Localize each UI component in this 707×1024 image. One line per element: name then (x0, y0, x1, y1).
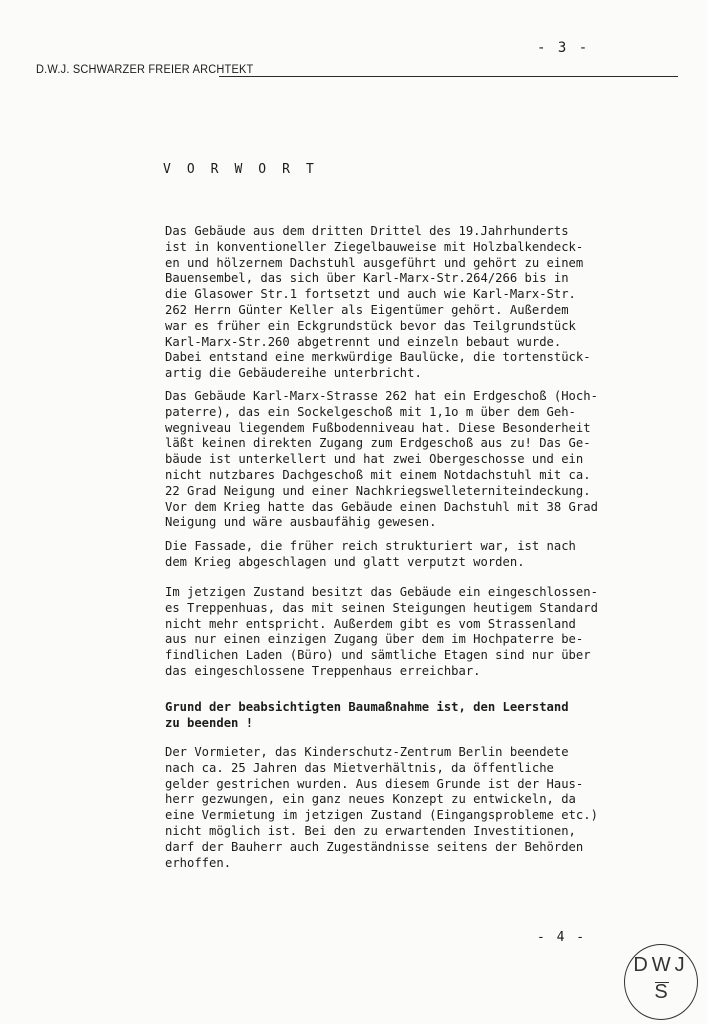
text-line: bäude ist unterkellert und hat zwei Obergeschosse und ein (165, 452, 584, 467)
text-line: paterre), das ein Sockelgeschoß mit 1,1o m über dem Geh- (165, 404, 576, 419)
text-line: Bauensembel, das sich über Karl-Marx-Str.264/266 bis in (165, 271, 569, 286)
text-line: aus nur einen einzigen Zugang über dem im Hochpaterre be- (165, 632, 584, 647)
text-line: Vor dem Krieg hatte das Gebäude einen Dachstuhl mit 38 Grad (165, 499, 598, 514)
text-line: nicht nutzbares Dachgeschoß mit einem Notdachstuhl mit ca. (165, 467, 591, 482)
text-line: zu beenden ! (165, 715, 254, 730)
text-line: die Glasower Str.1 fortsetzt und auch wie Karl-Marx-Str. (165, 287, 576, 302)
page-number-top: - 3 - (537, 40, 590, 56)
text-line: darf der Bauherr auch Zugeständnisse seitens der Behörden (165, 839, 584, 854)
stamp-initials: DWJ (633, 954, 689, 976)
text-line: artig die Gebäudereihe unterbricht. (165, 366, 422, 381)
text-line: eine Vermietung im jetzigen Zustand (Eingangsprobleme etc.) (165, 808, 598, 823)
text-line: findlichen Laden (Büro) und sämtliche Etagen sind nur über (165, 648, 591, 663)
text-line: Das Gebäude Karl-Marx-Strasse 262 hat ein Erdgeschoß (Hoch- (165, 389, 598, 403)
text-line: dem Krieg abgeschlagen und glatt verputzt worden. (165, 554, 525, 569)
paragraph-previous-tenant (165, 745, 685, 871)
text-line: Grund der beabsichtigten Baumaßnahme ist, den Leerstand (165, 700, 569, 714)
text-line: gelder gestrichen wurden. Aus diesem Grunde ist der Haus- (165, 776, 584, 791)
text-line: ist in konventioneller Ziegelbauweise mit Holzbalkendeck- (165, 239, 584, 254)
text-line: nach ca. 25 Jahren das Mietverhältnis, da öffentliche (165, 760, 554, 775)
text-line: Dabei entstand eine merkwürdige Baulücke, die tortenstück- (165, 350, 591, 365)
architect-stamp (624, 944, 698, 1020)
text-line: läßt keinen direkten Zugang zum Erdgeschoß aus zu! Das Ge- (165, 436, 591, 451)
text-line: nicht mehr entspricht. Außerdem gibt es vom Strassenland (165, 616, 576, 631)
text-line: war es früher ein Eckgrundstück bevor das Teilgrundstück (165, 318, 576, 333)
text-line: Die Fassade, die früher reich strukturiert war, ist nach (165, 539, 576, 553)
text-line: es Treppenhuas, das mit seinen Steigungen heutigem Standard (165, 600, 598, 615)
text-line: nicht möglich ist. Bei den zu erwartenden Investitionen, (165, 823, 576, 838)
paragraph-building-history (165, 224, 685, 382)
text-line: Der Vormieter, das Kinderschutz-Zentrum Berlin beendete (165, 745, 569, 759)
letterhead: D.W.J. SCHWARZER FREIER ARCHTEKT (36, 63, 254, 77)
text-line: das eingeschlossene Treppenhaus erreichbar. (165, 663, 481, 678)
text-line: herr gezwungen, ein ganz neues Konzept zu entwickeln, da (165, 792, 576, 807)
paragraph-building-structure (165, 389, 685, 531)
text-line: Karl-Marx-Str.260 abgetrennt und einzeln bebaut wurde. (165, 334, 562, 349)
text-line: 262 Herrn Günter Keller als Eigentümer gehört. Außerdem (165, 302, 569, 317)
text-line: Das Gebäude aus dem dritten Drittel des 19.Jahrhunderts (165, 224, 569, 238)
text-line: wegniveau liegendem Fußbodenniveau hat. Diese Besonderheit (165, 420, 591, 435)
text-line: en und hölzernem Dachstuhl ausgeführt und gehört zu einem (165, 255, 584, 270)
text-line: erhoffen. (165, 855, 232, 870)
page-number-bottom: - 4 - (537, 930, 587, 945)
text-line: Im jetzigen Zustand besitzt das Gebäude ein eingeschlossen- (165, 585, 598, 599)
paragraph-facade (165, 539, 685, 571)
paragraph-purpose-heading (165, 700, 685, 732)
text-line: Neigung und wäre ausbaufähig gewesen. (165, 515, 437, 530)
stamp-surname-initial: S (654, 981, 668, 1003)
letterhead-rule (219, 76, 678, 77)
paragraph-current-state (165, 585, 685, 680)
document-heading: VORWORT (163, 162, 330, 177)
text-line: 22 Grad Neigung und einer Nachkriegswelleterniteindeckung. (165, 483, 591, 498)
